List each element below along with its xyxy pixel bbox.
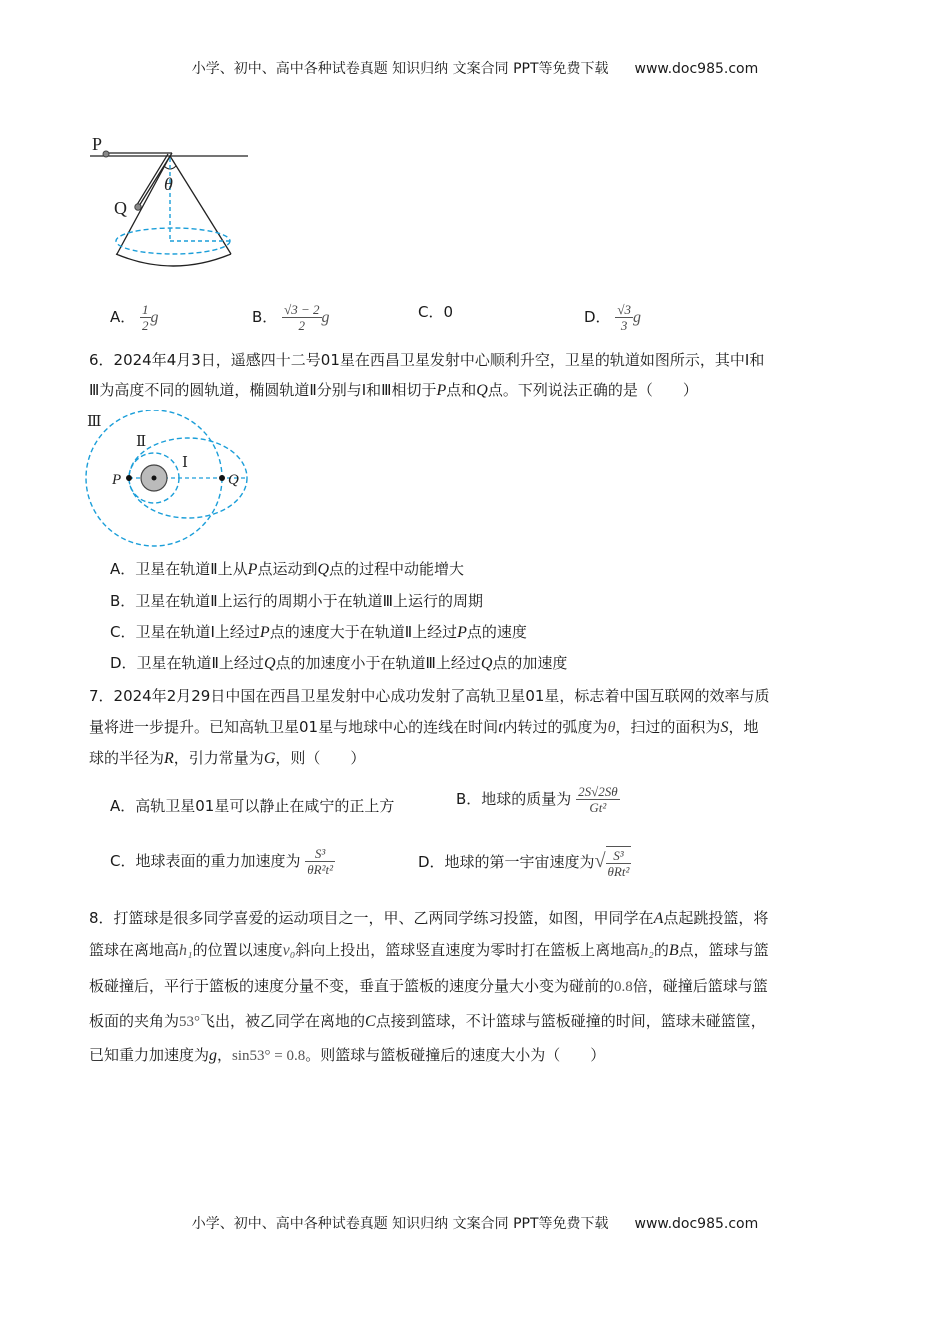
q7-option-b[interactable]: B．地球的质量为 $\frac{2S√2S\theta}{\text{Gt²}}$ <box>456 784 618 815</box>
q6-option-c[interactable]: C．卫星在轨道Ⅰ上经过P点的速度大于在轨道Ⅱ上经过P点的速度 <box>110 623 527 641</box>
label-theta: θ <box>164 174 173 194</box>
q5-option-a[interactable]: A． $\frac{1}{2}$ g <box>110 302 159 333</box>
footer-site: www.doc985.com <box>634 1216 759 1232</box>
q7-line2: 量将进一步提升。已知高轨卫星01星与地球中心的连线在时间t内转过的弧度为θ，扫过的面积为S，地 <box>89 718 759 736</box>
label-orbit-1: Ⅰ <box>182 455 188 471</box>
orbit-figure <box>84 410 259 552</box>
label-p: P <box>92 134 103 154</box>
label-orbit-3: Ⅲ <box>87 414 102 430</box>
footer-text: 小学、初中、高中各种试卷真题 知识归纳 文案合同 PPT等免费下载 <box>191 1216 609 1232</box>
q5-option-c[interactable]: C．0 <box>418 303 454 321</box>
q7-option-a[interactable]: A．高轨卫星01星可以静止在咸宁的正上方 <box>110 797 395 815</box>
q8-line3: 板碰撞后，平行于篮板的速度分量不变，垂直于篮板的速度分量大小变为碰前的0.8倍，碰撞后篮球与篮 <box>89 977 768 995</box>
q7-option-d[interactable]: D．地球的第一宇宙速度为√ $\frac{\text{S³}}{\text{θRt²}}$ <box>418 848 630 879</box>
q7-line1: 7．2024年2月29日中国在西昌卫星发射中心成功发射了高轨卫星01星，标志着中国互联网的效率与质 <box>89 687 770 705</box>
cone-figure <box>84 128 259 278</box>
q6-option-d[interactable]: D．卫星在轨道Ⅱ上经过Q点的加速度小于在轨道Ⅲ上经过Q点的加速度 <box>110 654 568 672</box>
page-header <box>0 58 950 78</box>
q8-line1: 8．打篮球是很多同学喜爱的运动项目之一，甲、乙两同学练习投篮，如图，甲同学在A点起跳投篮，将 <box>89 909 769 927</box>
label-point-p: P <box>112 472 122 488</box>
label-point-q: Q <box>228 472 239 488</box>
q5-option-d[interactable]: D． $\frac{√3}{3}$ g <box>584 302 641 333</box>
header-text: 小学、初中、高中各种试卷真题 知识归纳 文案合同 PPT等免费下载 <box>191 61 609 77</box>
q7-line3: 球的半径为R，引力常量为G，则（ ） <box>89 749 366 767</box>
q8-line2: 篮球在离地高h₁的位置以速度v₀斜向上投出，篮球竖直速度为零时打在篮板上离地高h₂的B点，篮球与篮 <box>89 941 769 959</box>
q6-option-b[interactable]: B．卫星在轨道Ⅱ上运行的周期小于在轨道Ⅲ上运行的周期 <box>110 592 484 610</box>
q8-line4: 板面的夹角为53°飞出，被乙同学在离地的C点接到篮球，不计篮球与篮板碰撞的时间，篮球未碰篮筐， <box>89 1012 766 1030</box>
q8-line5: 已知重力加速度为g，sin53° = 0.8。则篮球与篮板碰撞后的速度大小为（ ） <box>89 1046 606 1064</box>
q7-option-c[interactable]: C．地球表面的重力加速度为 $\frac{\text{S³}}{\text{θR²t²}}$ <box>110 846 333 877</box>
q6-option-a[interactable]: A．卫星在轨道Ⅱ上从P点运动到Q点的过程中动能增大 <box>110 560 465 578</box>
label-orbit-2: Ⅱ <box>136 434 147 450</box>
q6-line2: Ⅲ为高度不同的圆轨道，椭圆轨道Ⅱ分别与Ⅰ和Ⅲ相切于P点和Q点。下列说法正确的是（ ） <box>89 381 698 399</box>
header-site: www.doc985.com <box>634 61 759 77</box>
q5-option-b[interactable]: B． $\frac{√3 - 2}{2}$ g <box>252 302 330 333</box>
page-footer <box>0 1213 950 1233</box>
label-q: Q <box>114 198 127 218</box>
q6-line1: 6．2024年4月3日，遥感四十二号01星在西昌卫星发射中心顺利升空，卫星的轨道如图所示，其中Ⅰ和 <box>89 351 765 369</box>
